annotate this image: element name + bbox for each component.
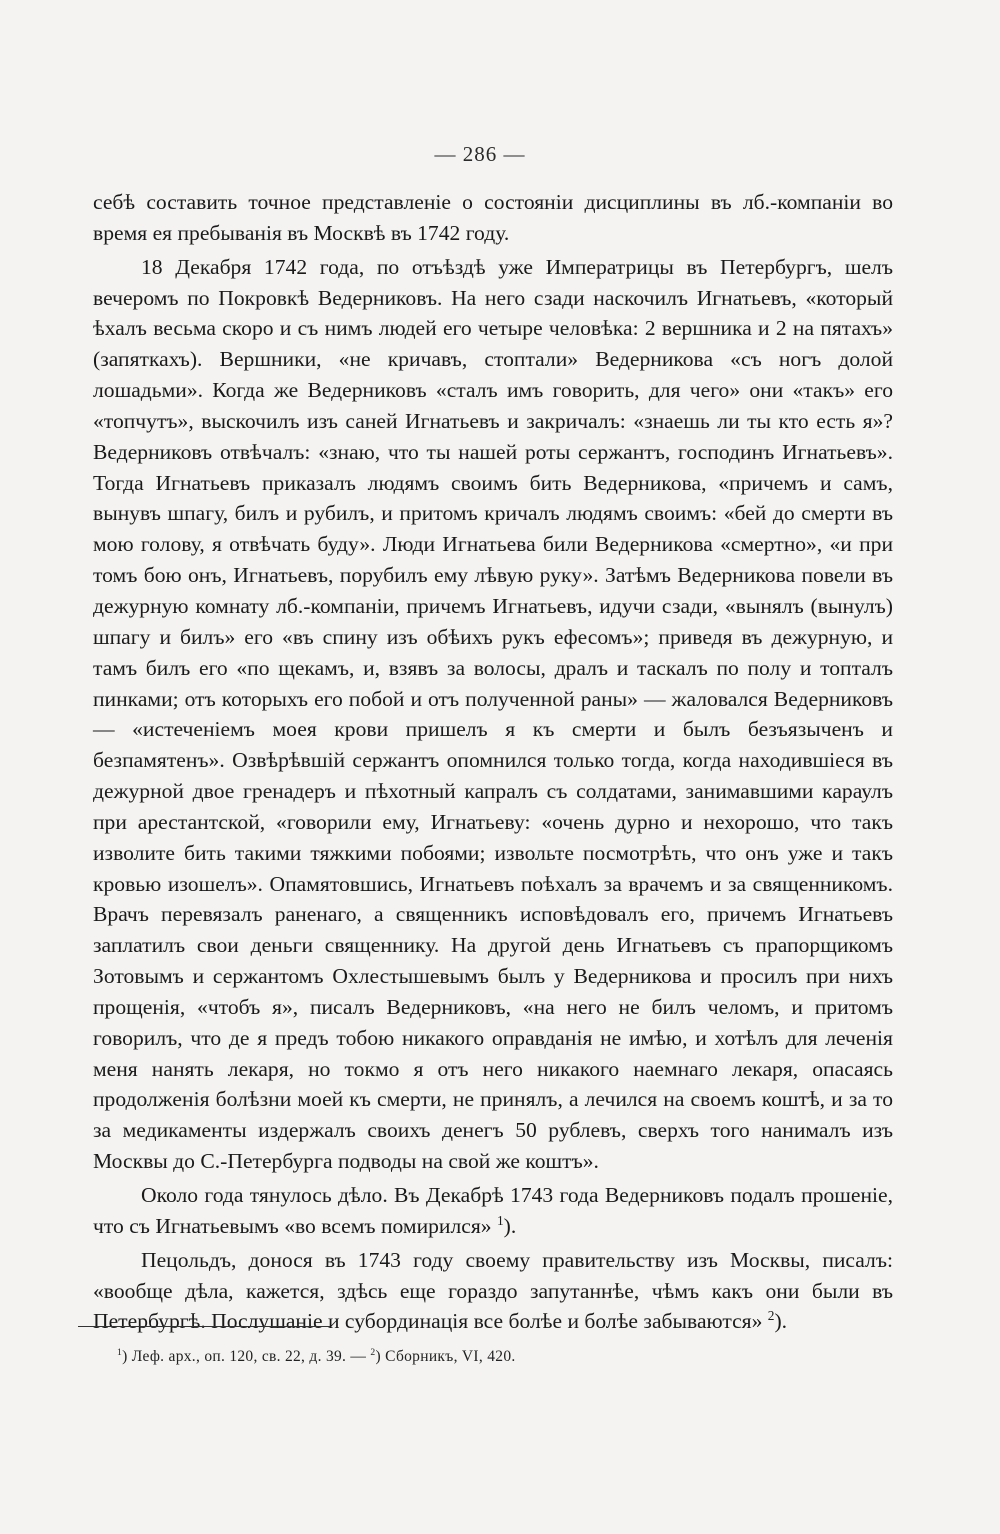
footnote-1-text: ) Леф. арх., оп. 120, св. 22, д. 39. — [122,1348,371,1365]
paragraph-petzold [93,1245,893,1338]
paragraph-petition-text: Около года тянулось дѣло. Въ Декабрѣ 1743 года Ведерниковъ подалъ прошеніе, что съ Игнатьевымъ «во всемъ помирился» [93,1183,893,1238]
footnotes [117,1347,877,1367]
page-number: — 286 — [434,142,526,166]
main-text [93,187,893,1337]
paragraph-petition [93,1180,893,1242]
footnote-divider [78,1326,330,1327]
footnote-ref-1: 1 [496,1212,504,1228]
paragraph-petzold-text: Пецольдъ, донося въ 1743 году своему правительству изъ Москвы, писалъ: «вообще дѣла, кажется, здѣсь еще гораздо запутаннѣе, чѣмъ какъ они были въ Петербургѣ. Послушаніе и субординація все болѣе и болѣе забываются» [93,1247,893,1334]
paragraph-continuation: себѣ составить точное представленіе о состояніи дисциплины въ лб.-компаніи во время ея пребыванія въ Москвѣ въ 1742 году. [93,190,893,245]
paragraph-petition-close: ). [503,1213,517,1238]
paragraph-petzold-close: ). [774,1309,788,1334]
footnote-2-text: ) Сборникъ, VI, 420. [375,1348,516,1365]
footnote-mark-2: 2 [370,1346,376,1358]
footnote-ref-2: 2 [767,1308,775,1324]
paragraph-vedernikov-incident: 18 Декабря 1742 года, по отъѣздѣ уже Императрицы въ Петербургъ, шелъ вечеромъ по Покровкѣ Ведерниковъ. На него сзади наскочилъ Игнатьевъ, «который ѣхалъ весьма скоро и съ нимъ людей его четыре человѣка: 2 вершника и 2 на пятахъ» (запяткахъ). Вершники, «не кричавъ, стоптали» Ведерникова «съ ногъ долой лошадьми». Когда же Ведерниковъ «сталъ имъ говорить, для чего» они «такъ» его «топчутъ», выскочилъ изъ саней Игнатьевъ и закричалъ: «знаешь ли ты кто есть я»? Ведерниковъ отвѣчалъ: «знаю, что ты нашей роты сержантъ, господинъ Игнатьевъ». Тогда Игнатьевъ приказалъ людямъ своимъ бить Ведерникова, «причемъ и самъ, вынувъ шпагу, билъ и рубилъ, и притомъ кричалъ людямъ своимъ: «бей до смерти въ мою голову, я отвѣчать буду». Люди Игнатьева били Ведерникова «смертно», «и при томъ бою онъ, Игнатьевъ, порубилъ ему лѣвую руку». Затѣмъ Ведерникова повели въ дежурную комнату лб.-компаніи, причемъ Игнатьевъ, идучи сзади, «вынялъ (вынулъ) шпагу и билъ» его «въ спину изъ обѣихъ рукъ ефесомъ»; приведя въ дежурную, и тамъ билъ его «по щекамъ, и, взявъ за волосы, дралъ и таскалъ по полу и топталъ пинками; отъ которыхъ его побой и отъ полученной раны» — жаловался Ведерниковъ — «истеченіемъ моея крови пришелъ я къ смерти и былъ безъязыченъ и безпамятенъ». Озвѣрѣвшій сержантъ опомнился только тогда, когда находившіеся въ дежурной двое гренадеръ и пѣхотный капралъ съ солдатами, занимавшими караулъ при арестантской, «говорили ему, Игнатьеву: «очень дурно и нехорошо, что такъ изволите бить такими тяжкими побоями; извольте посмотрѣть, что онъ уже и такъ кровью изошелъ». Опамятовшись, Игнатьевъ поѣхалъ за врачемъ и за священникомъ. Врачъ перевязалъ раненаго, а священникъ исповѣдовалъ его, причемъ Игнатьевъ заплатилъ свои деньги священнику. На другой день Игнатьевъ съ прапорщикомъ Зотовымъ и сержантомъ Охлестышевымъ былъ у Ведерникова и просилъ при нихъ прощенія, «чтобъ я», писалъ Ведерниковъ, «на него не билъ челомъ, и притомъ говорилъ, что де я предъ тобою никакого оправданія не имѣю, и хотѣлъ для леченія меня нанять лекаря, но токмо я отъ него никакого наемнаго лекаря, опасаясь продолженія болѣзни моей къ смерти, не принялъ, а лечился на своемъ коштѣ, и за то за медикаменты издержалъ своихъ денегъ 50 рублевъ, сверхъ того нанималъ изъ Москвы до С.-Петербурга подводы на свой же коштъ». [93,254,893,1174]
footnote-mark-1: 1 [117,1346,123,1358]
